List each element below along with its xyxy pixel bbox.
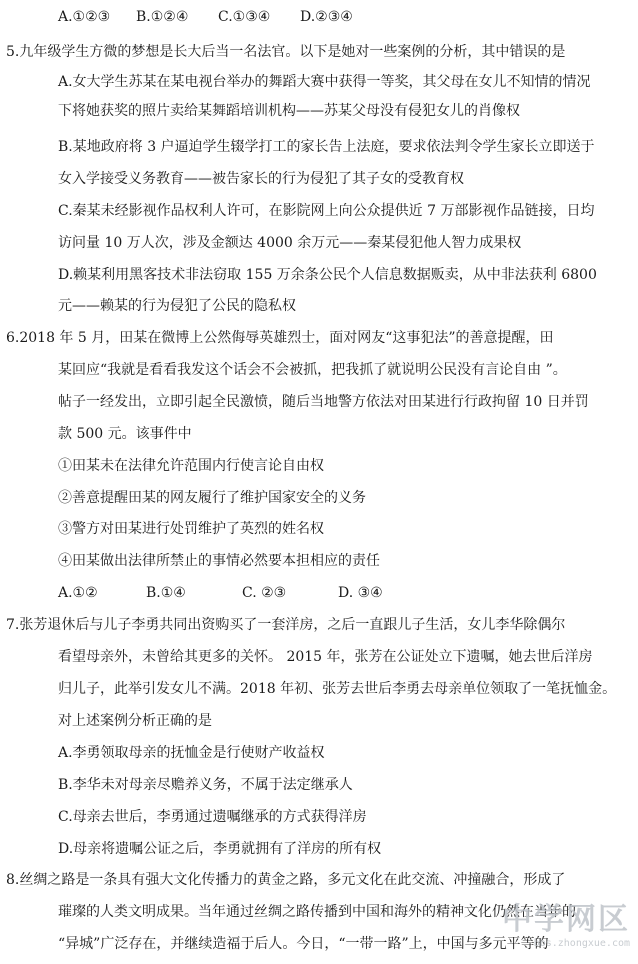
q6-statement-4: ④田某做出法律所禁止的事情必然要本担相应的责任 xyxy=(58,553,380,569)
q5-option-b-line1: B.某地政府将 3 户逼迫学生辍学打工的家长告上法庭，要求依法判令学生家长立即送于 xyxy=(58,139,595,155)
q8-stem-line2: 璀璨的人类文明成果。当年通过丝绸之路传播到中国和海外的精神文化仍然在当年的 xyxy=(58,904,576,920)
q6-options xyxy=(58,583,383,603)
q5-option-b-line2: 女入学接受义务教育——被告家长的行为侵犯了其子女的受教育权 xyxy=(58,171,464,187)
q8-stem-line3: “异城”广泛存在，并继续造福于后人。今日，“一带一路”上，中国与多元平等的 xyxy=(58,936,549,952)
q7-option-c: C.母亲去世后，李勇通过遗嘱继承的方式获得洋房 xyxy=(58,809,367,825)
q6-statement-1: ①田某未在法律允许范围内行使言论自由权 xyxy=(58,458,324,474)
q4-option-c: C.①③④ xyxy=(218,9,271,25)
q6-stem-line2: 某回应“我就是看看我发这个话会不会被抓，把我抓了就说明公民没有言论自由 ”。 xyxy=(58,362,567,378)
q7-stem-line2: 看望母亲外，未曾给其更多的关怀。 2015 年，张芳在公证处立下遗嘱，她去世后洋房 xyxy=(58,649,593,665)
watermark-logo-text: 中学网区 xyxy=(502,902,630,937)
q7-option-b: B.李华未对母亲尽赡养义务，不属于法定继承人 xyxy=(58,777,353,793)
q8-stem-line1: 8.丝绸之路是一条具有强大文化传播力的黄金之路，多元文化在此交流、冲撞融合，形成了 xyxy=(6,872,566,888)
q7-option-d: D.母亲将遗嘱公证之后，李勇就拥有了洋房的所有权 xyxy=(58,841,382,857)
q7-stem-line1: 7.张芳退休后与儿子李勇共同出资购买了一套洋房，之后一直跟儿子生活，女儿李华除偶尔 xyxy=(6,617,566,633)
q5-option-a-line2: 下将她获奖的照片卖给某舞蹈培训机构——苏某父母没有侵犯女儿的肖像权 xyxy=(58,103,520,119)
q4-options xyxy=(58,7,353,27)
q6-stem-line3: 帖子一经发出，立即引起全民激愤，随后当地警方依法对田某进行行政拘留 10 日并罚 xyxy=(58,394,589,410)
q5-stem: 5.九年级学生方微的梦想是长大后当一名法官。以下是她对一些案例的分析，其中错误的是 xyxy=(6,44,566,60)
q5-option-a-line1: A.女大学生苏某在某电视台举办的舞蹈大赛中获得一等奖，其父母在女儿不知情的情况 xyxy=(58,74,591,90)
q4-option-a: A.①②③ xyxy=(58,9,111,25)
q4-option-b: B.①②④ xyxy=(136,9,189,25)
watermark-url: bbs.zhongxue.com xyxy=(533,938,630,949)
q5-option-c-line1: C.秦某未经影视作品权利人许可，在影院网上向公众提供近 7 万部影视作品链接，日均 xyxy=(58,203,595,219)
q4-option-d: D.②③④ xyxy=(300,9,353,25)
q6-statement-3: ③警方对田某进行处罚维护了英烈的姓名权 xyxy=(58,521,324,537)
q7-stem-line3: 归儿子，此举引发女儿不满。2018 年初、张芳去世后李勇去母亲单位领取了一笔抚恤金。 xyxy=(58,681,617,697)
q6-option-d: D. ③④ xyxy=(338,585,383,601)
q5-option-d-line1: D.赖某利用黑客技术非法窃取 155 万余条公民个人信息数据贩卖，从中非法获利 6800 xyxy=(58,267,597,283)
q6-stem-line1: 6.2018 年 5 月，田某在微博上公然侮辱英雄烈士，面对网友“这事犯法”的善意提醒，田 xyxy=(6,330,554,346)
q7-option-a: A.李勇领取母亲的抚恤金是行使财产收益权 xyxy=(58,745,325,761)
q5-option-d-line2: 元——赖某的行为侵犯了公民的隐私权 xyxy=(58,298,296,314)
q6-option-c: C. ②③ xyxy=(242,585,287,601)
q7-stem-line4: 对上述案例分析正确的是 xyxy=(58,713,212,729)
q6-option-a: A.①② xyxy=(58,585,98,601)
q6-statement-2: ②善意提醒田某的网友履行了维护国家安全的义务 xyxy=(58,490,366,506)
q6-option-b: B.①④ xyxy=(146,585,186,601)
q6-stem-line4: 款 500 元。该事件中 xyxy=(58,426,192,442)
q5-option-c-line2: 访问量 10 万人次，涉及金额达 4000 余万元——秦某侵犯他人智力成果权 xyxy=(58,235,522,251)
